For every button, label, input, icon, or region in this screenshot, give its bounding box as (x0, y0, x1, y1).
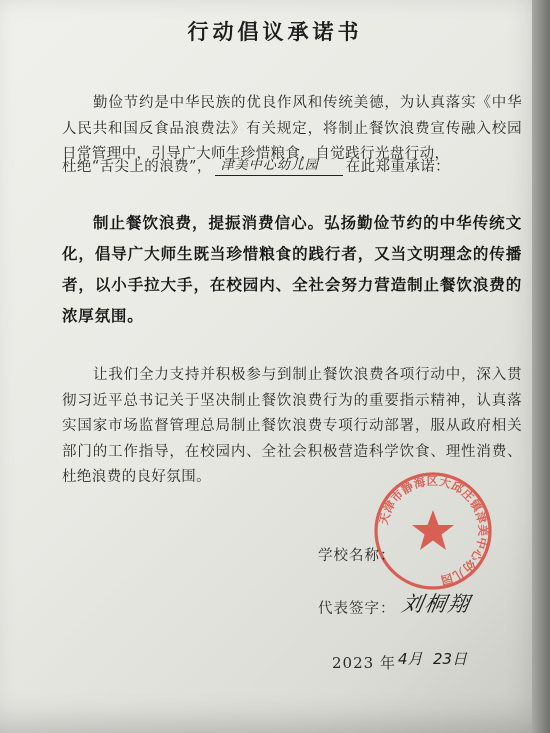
intro-paragraph: 勤俭节约是中华民族的优良作风和传统美德，为认真落实《中华人民共和国反食品浪费法》有关规定，将制止餐饮浪费宣传融入校园日常管理中，引导广大师生珍惜粮食，自觉践行光盘行动， (62, 95, 522, 162)
official-seal (372, 470, 494, 592)
pledge-paragraph: 制止餐饮浪费，提振消费信心。弘扬勤俭节约的中华传统文化，倡导广大师生既当珍惜粮食的践行者，又当文明理念的传播者，以小手拉大手，在校园内、全社会努力营造制止餐饮浪费的浓厚氛围。 (62, 214, 522, 325)
handwritten-school-name: 津美中心幼儿园 (220, 158, 319, 173)
date-year: 2023 年 (332, 654, 396, 672)
seal-star-icon (412, 510, 454, 550)
school-name-blank (217, 157, 341, 177)
date-month: 4月 (398, 650, 423, 668)
school-name-label: 学校名称： (318, 548, 396, 564)
seal-text: 天津市静海区大邱庄镇津美中心幼儿园 (376, 473, 491, 588)
commitment-line (62, 155, 532, 179)
action-paragraph: 让我们全力支持并积极参与到制止餐饮浪费各项行动中，深入贯彻习近平总书记关于坚决制止餐饮浪费行为的重要指示精神，认真落实国家市场监督管理总局制止餐饮浪费专项行动部署，服从政府相关部门的工作指导，在校园内、全社会积极营造科学饮食、理性消费、杜绝浪费的良好氛围。 (62, 367, 522, 485)
commitment-line-end: 在此郑重承诺： (345, 159, 451, 175)
document-title: 行动倡议承诺书 (187, 20, 363, 44)
handwritten-signature: 刘桐翔 (399, 592, 473, 616)
representative-label: 代表签字： (318, 601, 396, 617)
blank-underline (215, 175, 343, 176)
commitment-line-start: 杜绝“舌尖上的浪费”， (62, 159, 212, 175)
page-edge-shadow (532, 0, 550, 733)
date-day: 23日 (433, 650, 468, 668)
